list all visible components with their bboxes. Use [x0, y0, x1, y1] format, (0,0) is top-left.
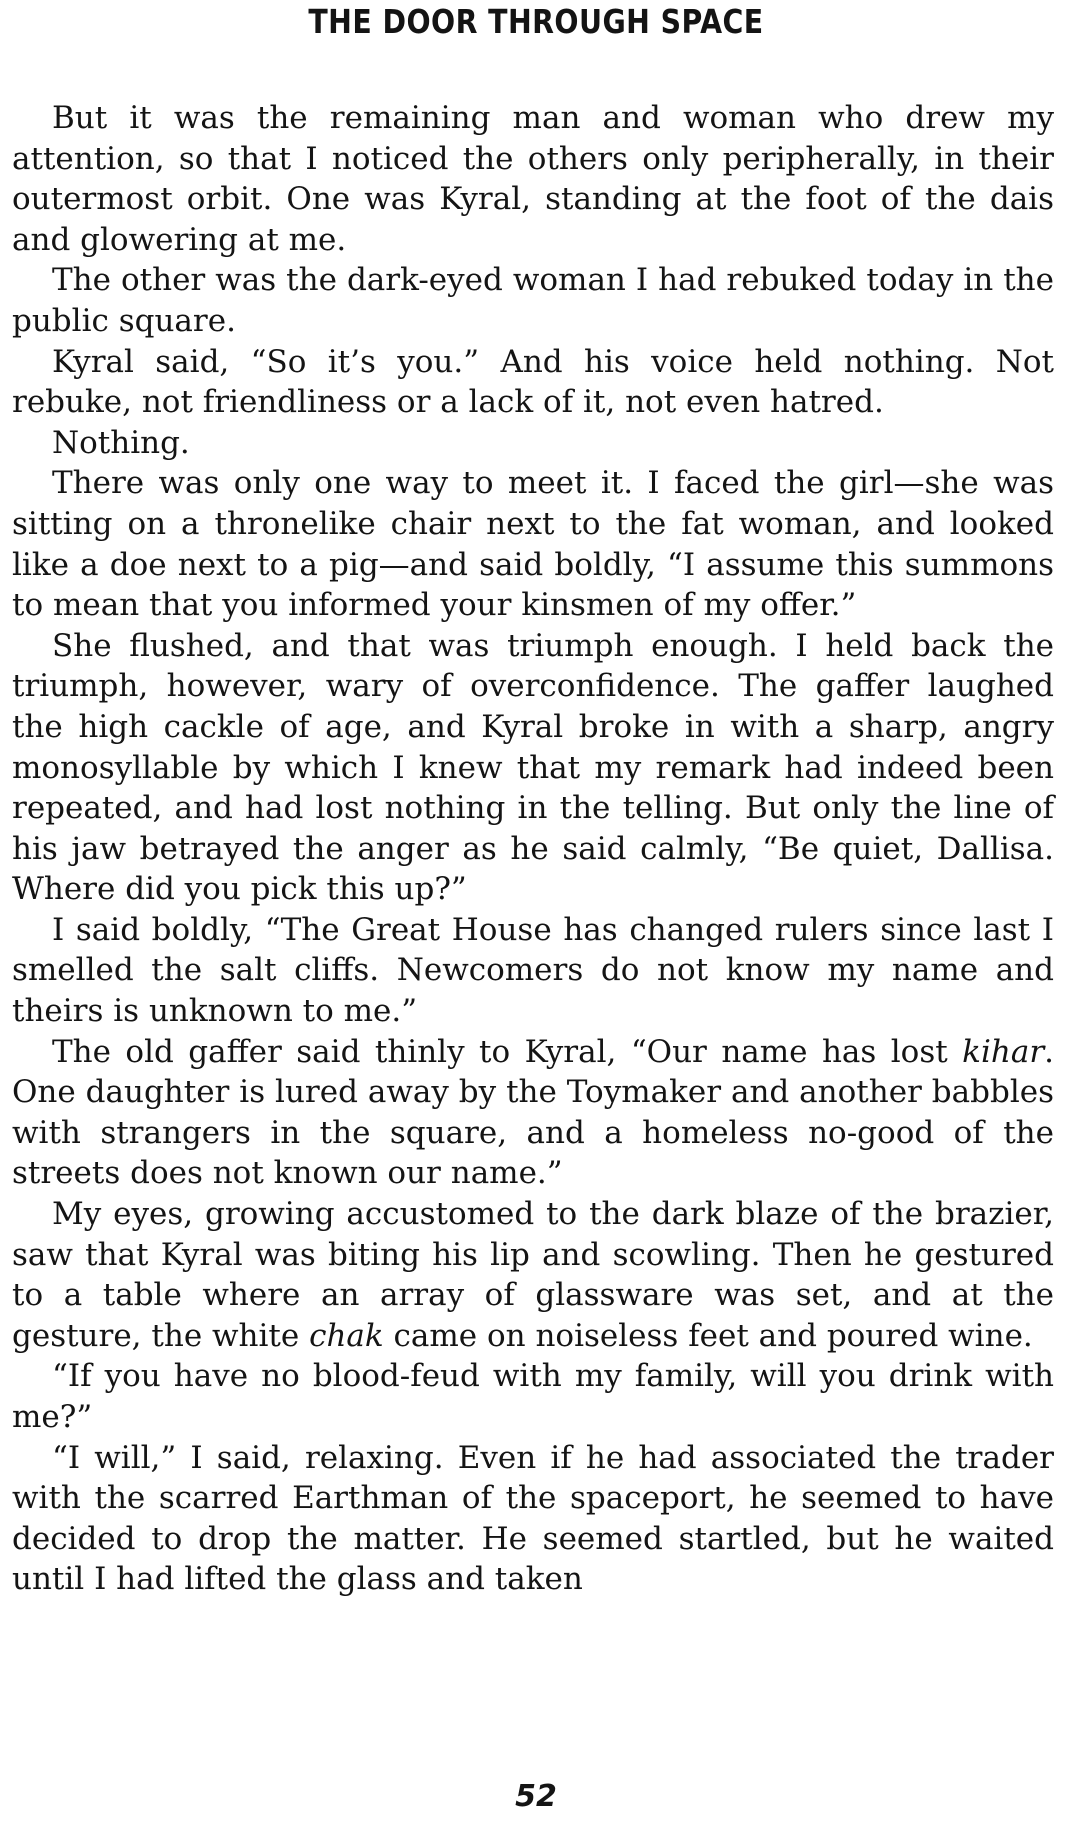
paragraph-text: My eyes, growing accustomed to the dark blaze of the brazier, saw that Kyral was biting his lip and scowling. Then he gestured to a table where an array of glassware was set, and at the gesture, the white — [12, 1196, 1054, 1354]
page-number: 52 — [515, 1779, 557, 1814]
paragraph-text: The old gaffer said thinly to Kyral, “Our name has lost — [52, 1033, 963, 1070]
paragraph — [12, 1194, 1054, 1356]
paragraph: “If you have no blood-feud with my family, will you drink with me?” — [12, 1358, 1054, 1435]
paragraph: “I will,” I said, relaxing. Even if he had associated the trader with the scarred Earthman of the spaceport, he seemed to have decided to drop the matter. He seemed startled, but he waited until I had lifted the glass and taken — [12, 1439, 1054, 1598]
paragraph-text: came on noiseless feet and poured wine. — [383, 1317, 1033, 1354]
italic-term-chak: chak — [309, 1317, 384, 1354]
paragraph: I said boldly, “The Great House has changed rulers since last I smelled the salt cliffs. Newcomers do not know my name and theirs is unknown to me.” — [12, 911, 1054, 1030]
italic-term-kihar: kihar — [962, 1033, 1045, 1070]
paragraph: Kyral said, “So it’s you.” And his voice held nothing. Not rebuke, not friendliness or a lack of it, not even hatred. — [12, 343, 1054, 421]
paragraph: Nothing. — [52, 424, 190, 461]
paragraph-text: . One daughter is lured away by the Toymaker and another babbles with strangers in the square, and a homeless no-good of the streets does not known our name.” — [12, 1033, 1054, 1192]
paragraph — [12, 1032, 1054, 1194]
body-text — [12, 98, 1054, 1600]
paragraph: She flushed, and that was triumph enough. I held back the triumph, however, wary of overconfidence. The gaffer laughed the high cackle of age, and Kyral broke in with a sharp, angry monosyllable by which I knew that my remark had indeed been repeated, and had lost nothing in the telling. But only the line of his jaw betrayed the anger as he said calmly, “Be quiet, Dallisa. Where did you pick this up?” — [12, 627, 1054, 908]
running-title: THE DOOR THROUGH SPACE — [308, 2, 764, 41]
paragraph: But it was the remaining man and woman who drew my attention, so that I noticed the others only peripherally, in their outermost orbit. One was Kyral, standing at the foot of the dais and glowering at me. — [12, 100, 1054, 258]
paragraph: There was only one way to meet it. I faced the girl—she was sitting on a thronelike chair next to the fat woman, and looked like a doe next to a pig—and said boldly, “I assume this summons to mean that you informed your kinsmen of my offer.” — [12, 465, 1054, 624]
paragraph: The other was the dark-eyed woman I had rebuked today in the public square. — [12, 262, 1054, 339]
